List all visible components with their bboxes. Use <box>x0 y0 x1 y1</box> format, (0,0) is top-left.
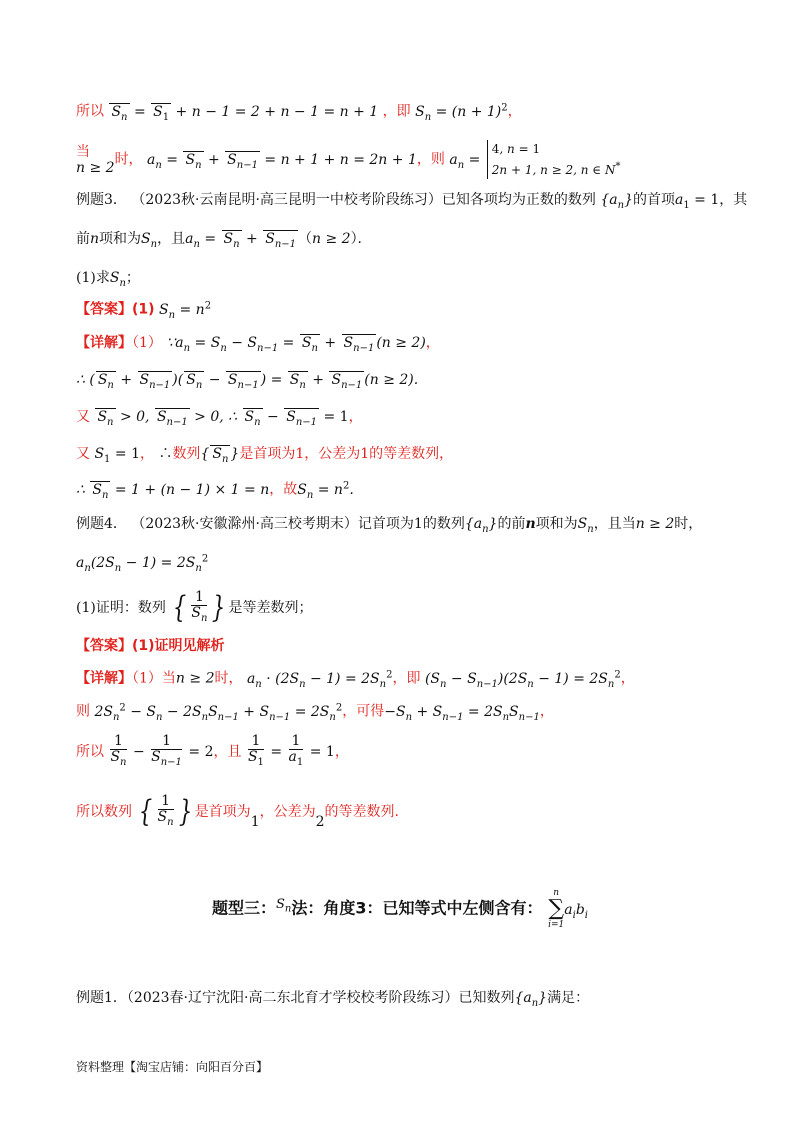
formula-because: $\because a_n = S_n - S_{n-1} = S_n + S_{n-1}$ (n ≥ 2) <box>166 335 425 351</box>
formula-an-piecewise: $a_n$ = <box>449 151 481 171</box>
formula-s1-eq-1: $S_1 = 1$ <box>94 446 140 465</box>
detail-4-text-a: 时， <box>214 670 243 687</box>
example-4-text: （2023秋·安徽滁州·高三校考期末）记首项为 <box>131 516 414 532</box>
piecewise-cases: 4, n = 1 2n + 1, n ≥ 2, n ∈ N* <box>487 140 621 179</box>
formula-sqrt-sn: $S_n = S_1 + n - 1 = 2 + n - 1 = n + 1$ <box>108 104 382 120</box>
answer-4-text: (1)证明见解析 <box>132 638 225 654</box>
answer-number: (1) <box>132 301 155 318</box>
example-4-answer <box>76 636 225 656</box>
line-an-formula <box>76 140 621 183</box>
text-paren-close: ）． <box>350 231 372 247</box>
example-4-text-5: ，且当 <box>593 516 636 532</box>
example-3-line-1 <box>76 190 747 216</box>
example-3-detail-5: ∴ $S_n = 1 + (n - 1) \times 1 = n$，故$S_n = n^2$. <box>76 476 354 505</box>
formula-sn-square: $S_n = (n + 1)^2$ <box>415 102 508 123</box>
text-suoyi: 所以 <box>76 103 104 120</box>
text-gu: ，故 <box>269 481 298 498</box>
formula-an-def: $a_n = S_n + S_{n-1}$ <box>185 231 298 247</box>
text-final-b: 是首项为 <box>194 804 251 820</box>
example-3-label: 例题3． <box>76 192 127 208</box>
text-dang: 当 <box>76 143 90 160</box>
text-you-2: 又 <box>76 446 90 462</box>
formula-therefore-product: ∴ ( $S_n + S_{n-1}$ )( $S_n - S_{n-1}$ ) = $S_n + S_{n-1}$ (n ≥ 2). <box>76 372 418 388</box>
text-final-c: ，公差为 <box>259 804 316 820</box>
formula-sn-n2: $S_n = n^2$ <box>159 300 212 321</box>
text-shi: 时， <box>114 151 143 168</box>
example-1-label: 例题1． <box>76 990 127 1006</box>
example-4-detail-2: 则 $2S_n^2 - S_n - 2S_nS_{n-1} + S_{n-1} = 2S_n^2$，可得$-S_n + S_{n-1} = 2S_nS_{n-1}$， <box>76 702 554 723</box>
text-ze-2: 则 <box>76 703 90 720</box>
example-3-detail-1: 【详解】（1） $\because a_n = S_n - S_{n-1} = S_n + S_{n-1}$ (n ≥ 2)， <box>76 333 440 359</box>
detail-4-label: 【详解】 <box>76 670 132 687</box>
heading-text: 法：角度3：已知等式中左侧含有： <box>291 898 543 918</box>
example-4-line-2 <box>76 549 208 578</box>
example-4-question-1: (1)证明：数列 { $\frac{1}{S_n}$ } 是等差数列； <box>76 589 313 625</box>
formula-an-condition: $a_n(2S_n - 1) = 2S_n^2$ <box>76 553 209 574</box>
example-3-text-3: ，其 <box>719 192 748 208</box>
example-3-detail-3: 又 $S_n > 0$, $S_{n-1} > 0$, ∴ $S_n - S_{n-1} = 1$， <box>76 407 363 431</box>
example-1-text: （2023春·辽宁沈阳·高二东北育才学校校考阶段练习）已知数列 <box>126 990 515 1006</box>
detail-step: （1） <box>132 335 162 351</box>
example-3-text: （2023秋·云南昆明·高三昆明一中校考阶段练习）已知各项均为正数的数列 <box>131 192 596 208</box>
text-ze: ，则 <box>416 151 445 168</box>
formula-set-an: $\{a_n\}$ <box>600 192 633 211</box>
question-4-label: (1)证明：数列 <box>76 600 166 616</box>
example-3-text-2: 的首项 <box>633 192 675 208</box>
footer-credit: 资料整理【淘宝店铺：向阳百分百】 <box>76 1060 269 1074</box>
text-suoyi-2: 所以 <box>76 744 104 760</box>
formula-positive: $S_n > 0$, $S_{n-1} > 0$, ∴ $S_n - S_{n-1} = 1$ <box>94 409 348 425</box>
example-4-text-6: 时， <box>674 516 703 532</box>
text-dengcha: 是首项为1，公差为1的等差数列， <box>239 446 454 462</box>
text-kede: ，可得 <box>342 703 385 720</box>
text-qian: 前 <box>76 231 90 247</box>
sigma-symbol: n ∑ i=1 <box>548 888 565 930</box>
text-shulie: 数列 <box>172 446 201 462</box>
text-qie: ，且 <box>157 231 186 247</box>
question-label: (1)求 <box>76 270 110 286</box>
text-comma: ， <box>507 103 522 120</box>
line-sqrt-sn <box>76 98 522 127</box>
question-end: ； <box>125 270 140 286</box>
detail-4-text-b: ，即 <box>392 670 421 687</box>
text-final-a: 所以数列 <box>76 804 132 820</box>
example-4-detail-3: 所以 $\frac{1}{S_n}$ − $\frac{1}{S_{n-1}}$ = 2，且 $\frac{1}{S_1}$ = $\frac{1}{a_1}$ = 1， <box>76 733 349 768</box>
answer-label: 【答案】 <box>76 301 132 318</box>
text-ji: ，即 <box>382 103 411 120</box>
example-4-text-4: 项和为 <box>535 516 578 532</box>
formula-n-ge-2: n ≥ 2 <box>76 159 115 176</box>
text-common-diff: 2 <box>315 814 325 830</box>
example-3-question-1: (1)求$S_n$； <box>76 270 140 289</box>
example-3-detail-4: 又 $S_1 = 1$， ∴数列{ $S_n$ }是首项为1，公差为1的等差数列， <box>76 444 453 470</box>
answer-4-label: 【答案】 <box>76 638 132 654</box>
example-4-detail-1: 【详解】（1）当n ≥ 2时， $a_n \cdot (2S_n - 1) = 2S_n^2$，即 $(S_n - S_{n-1})(2S_n - 1) = 2S_n^2$， <box>76 669 635 690</box>
example-3-answer <box>76 296 211 325</box>
example-4-label: 例题4． <box>76 516 127 532</box>
text-first-term: 1 <box>250 814 260 830</box>
formula-sqrt-sn-eq-n: ∴ $S_n = 1 + (n - 1) \times 1 = n$ <box>76 482 269 498</box>
detail-label: 【详解】 <box>76 335 132 351</box>
text-final-d: 的等差数列. <box>324 804 399 820</box>
example-4-line-1: 例题4． （2023秋·安徽滁州·高三校考期末）记首项为1的数列$\{a_n\}$的前n项和为$S_n$，且当n ≥ 2时， <box>76 516 703 535</box>
text-qie-2: ，且 <box>213 744 242 760</box>
example-4-detail-4: 所以数列 { $\frac{1}{S_n}$ } 是首项为1，公差为2的等差数列. <box>76 793 399 830</box>
example-1-end: 满足： <box>547 990 590 1006</box>
example-3-detail-2 <box>76 370 418 394</box>
question-4-end: 是等差数列； <box>228 600 313 616</box>
text-one: 1 <box>413 516 423 532</box>
text-xianghe: 项和为 <box>99 231 142 247</box>
text-paren-open: （ <box>298 231 312 247</box>
detail-4-step: （1）当 <box>132 670 176 687</box>
example-1-line-1: 例题1．（2023春·辽宁沈阳·高二东北育才学校校考阶段练习）已知数列$\{a_n\}$满足： <box>76 990 590 1009</box>
detail-4-text-c: ， <box>620 670 635 687</box>
formula-a1-eq-1: $a_1 = 1$ <box>675 192 720 211</box>
heading-prefix: 题型三： <box>212 898 277 918</box>
example-4-text-3: 的前 <box>497 516 526 532</box>
example-3-line-2: 前n项和为$S_n$，且$a_n = S_n + S_{n-1}$ （n ≥ 2）． <box>76 229 372 255</box>
text-you: 又 <box>76 409 90 425</box>
section-heading: 题型三：$^{S_n}$法：角度3：已知等式中左侧含有： n ∑ i=1 $a_ib_i$ <box>212 888 588 930</box>
example-4-text-2: 的数列 <box>422 516 465 532</box>
formula-an-sum: $a_n = S_n + S_{n-1} = n + 1 + n = 2n + 1$ <box>147 152 417 168</box>
